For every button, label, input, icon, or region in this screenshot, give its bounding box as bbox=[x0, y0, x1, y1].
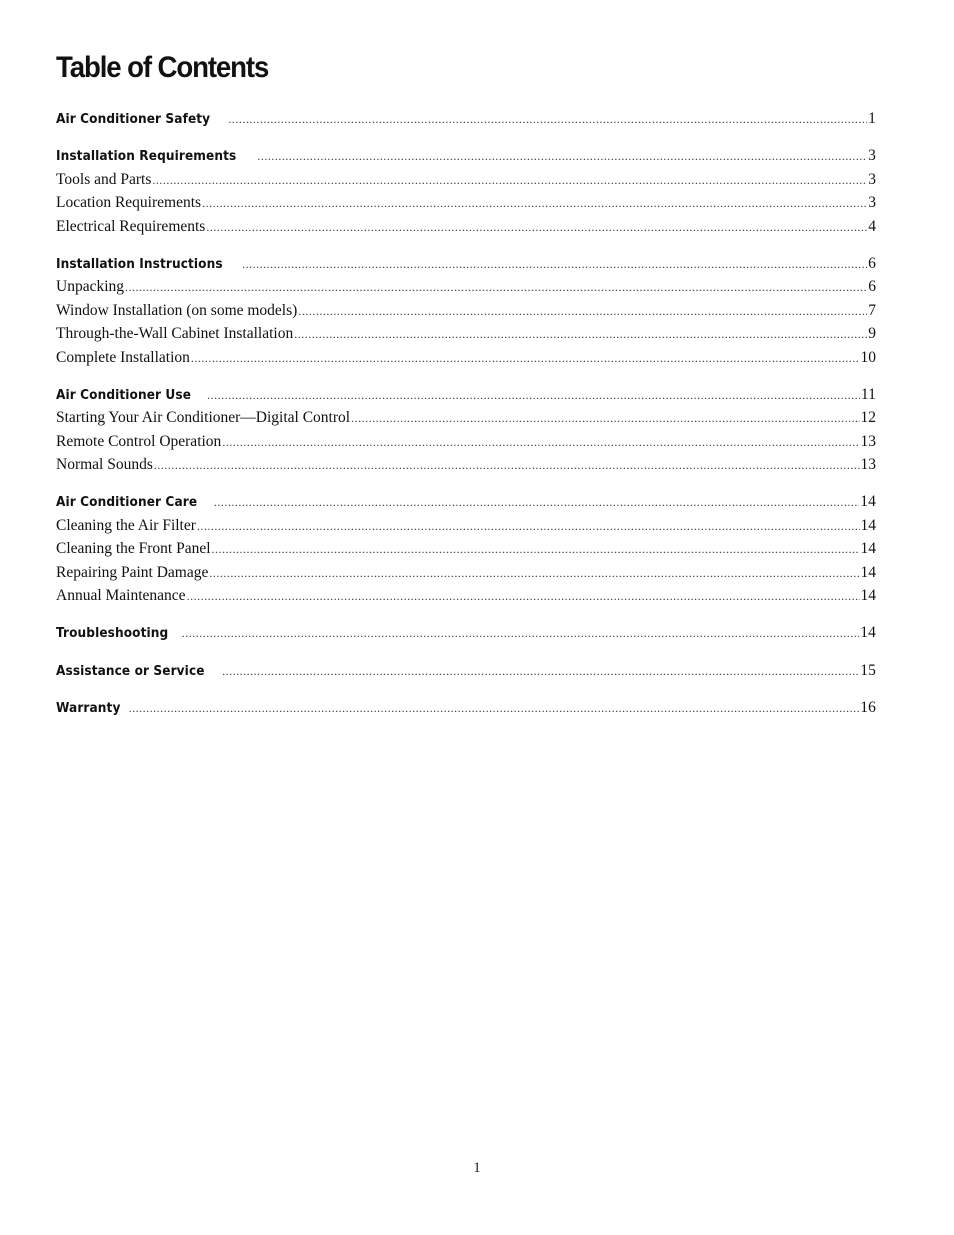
dot-leader bbox=[228, 108, 867, 131]
toc-entry-page: 6 bbox=[868, 254, 876, 272]
toc-entry-label: Cleaning the Air Filter bbox=[56, 516, 196, 534]
toc-entry-page: 6 bbox=[868, 278, 876, 296]
toc-entry-label: Cleaning the Front Panel bbox=[56, 540, 211, 558]
toc-entry-page: 10 bbox=[860, 348, 876, 366]
dot-leader bbox=[257, 145, 867, 168]
toc-entry-label: Tools and Parts bbox=[56, 170, 152, 188]
toc-entry[interactable] bbox=[56, 299, 876, 322]
toc-entry-page: 1 bbox=[868, 110, 876, 127]
toc-entry[interactable] bbox=[56, 383, 876, 406]
toc-entry-page: 14 bbox=[860, 624, 876, 642]
toc-entry-page: 16 bbox=[860, 699, 876, 717]
toc-entry-label: Location Requirements bbox=[56, 194, 202, 212]
toc-entry[interactable] bbox=[56, 514, 876, 537]
toc-entry[interactable] bbox=[56, 696, 876, 719]
dot-leader bbox=[191, 347, 860, 370]
page-title: Table of Contents bbox=[56, 51, 269, 84]
toc-entry-label: Complete Installation bbox=[56, 348, 190, 366]
toc-entry-page: 3 bbox=[868, 194, 876, 212]
toc-entry-page: 14 bbox=[860, 587, 876, 605]
toc-entry-page: 14 bbox=[860, 563, 876, 581]
toc-entry[interactable] bbox=[56, 346, 876, 369]
dot-leader bbox=[214, 491, 859, 514]
toc-entry-page: 13 bbox=[860, 432, 876, 450]
dot-leader bbox=[154, 454, 860, 477]
toc-entry[interactable] bbox=[56, 561, 876, 584]
toc-entry-label: Normal Sounds bbox=[56, 456, 153, 474]
dot-leader bbox=[212, 538, 860, 561]
dot-leader bbox=[222, 660, 859, 683]
dot-leader bbox=[206, 216, 867, 239]
toc-entry[interactable] bbox=[56, 453, 876, 476]
dot-leader bbox=[125, 276, 867, 299]
page-number: 1 bbox=[473, 1160, 481, 1176]
toc-entry[interactable] bbox=[56, 537, 876, 560]
toc-entry[interactable] bbox=[56, 621, 876, 644]
toc-entry-page: 15 bbox=[860, 661, 876, 679]
toc-entry-label: Air Conditioner Safety bbox=[56, 111, 211, 127]
toc-entry-page: 4 bbox=[868, 217, 876, 235]
toc-entry-label: Installation Instructions bbox=[56, 255, 223, 272]
dot-leader bbox=[207, 384, 860, 407]
toc-entry-page: 9 bbox=[868, 325, 876, 343]
dot-leader bbox=[294, 323, 867, 346]
dot-leader bbox=[209, 562, 859, 585]
toc-entry-page: 3 bbox=[868, 147, 876, 165]
dot-leader bbox=[351, 407, 859, 430]
dot-leader bbox=[197, 515, 860, 538]
toc-entry-label: Repairing Paint Damage bbox=[56, 563, 209, 581]
dot-leader bbox=[298, 300, 867, 323]
dot-leader bbox=[182, 622, 860, 645]
toc-entry[interactable] bbox=[56, 490, 876, 513]
table-of-contents bbox=[56, 107, 876, 720]
toc-entry-page: 13 bbox=[860, 456, 876, 474]
toc-entry[interactable] bbox=[56, 107, 876, 130]
toc-entry[interactable] bbox=[56, 406, 876, 429]
toc-entry[interactable] bbox=[56, 659, 876, 682]
toc-entry-label: Warranty bbox=[56, 700, 121, 717]
toc-entry-page: 14 bbox=[860, 493, 876, 511]
toc-entry[interactable] bbox=[56, 275, 876, 298]
dot-leader bbox=[202, 192, 867, 215]
toc-entry[interactable] bbox=[56, 252, 876, 275]
toc-entry-label: Starting Your Air Conditioner—Digital Control bbox=[56, 409, 351, 427]
toc-entry-page: 12 bbox=[860, 409, 876, 427]
dot-leader bbox=[187, 585, 860, 608]
toc-entry-page: 7 bbox=[868, 301, 876, 319]
toc-entry-page: 14 bbox=[860, 516, 876, 534]
toc-entry-label: Electrical Requirements bbox=[56, 217, 206, 235]
toc-entry-page: 3 bbox=[868, 170, 876, 188]
toc-entry[interactable] bbox=[56, 168, 876, 191]
toc-entry-label: Remote Control Operation bbox=[56, 432, 222, 450]
toc-entry-label: Air Conditioner Use bbox=[56, 386, 192, 403]
toc-entry-label: Window Installation (on some models) bbox=[56, 301, 298, 319]
toc-entry-label: Installation Requirements bbox=[56, 148, 237, 165]
toc-entry-page: 11 bbox=[860, 385, 876, 403]
toc-entry[interactable] bbox=[56, 215, 876, 238]
toc-entry-label: Assistance or Service bbox=[56, 662, 205, 679]
dot-leader bbox=[242, 253, 867, 276]
toc-entry[interactable] bbox=[56, 144, 876, 167]
toc-entry-label: Unpacking bbox=[56, 278, 125, 296]
dot-leader bbox=[152, 169, 867, 192]
toc-entry[interactable] bbox=[56, 584, 876, 607]
toc-entry-label: Air Conditioner Care bbox=[56, 494, 198, 511]
toc-entry[interactable] bbox=[56, 430, 876, 453]
toc-entry-label: Through-the-Wall Cabinet Installation bbox=[56, 325, 294, 343]
toc-entry-label: Annual Maintenance bbox=[56, 587, 186, 605]
toc-entry[interactable] bbox=[56, 322, 876, 345]
dot-leader bbox=[222, 431, 859, 454]
toc-entry-label: Troubleshooting bbox=[56, 625, 169, 642]
dot-leader bbox=[129, 697, 860, 720]
toc-entry[interactable] bbox=[56, 191, 876, 214]
toc-entry-page: 14 bbox=[860, 540, 876, 558]
